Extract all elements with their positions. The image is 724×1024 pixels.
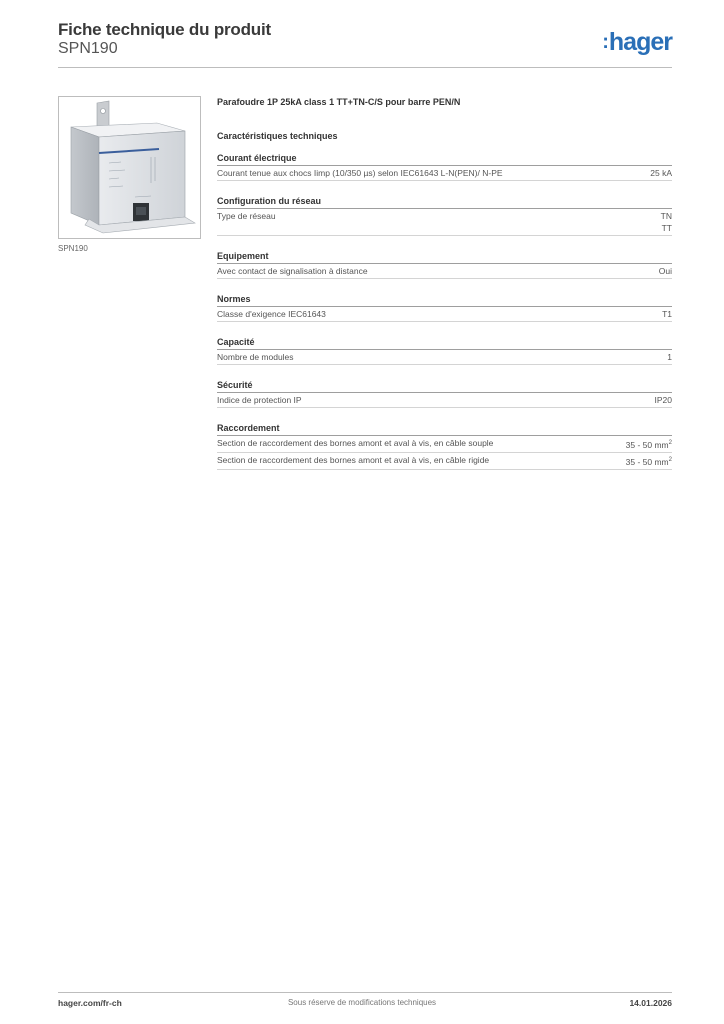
spec-row: [217, 264, 672, 279]
surge-arrester-illustration: [59, 97, 200, 238]
section-capacite: [217, 336, 672, 365]
product-description: Parafoudre 1P 25kA class 1 TT+TN-C/S pour barre PEN/N: [217, 97, 461, 107]
hager-logo: [602, 28, 672, 57]
footer-website: hager.com/fr-ch: [58, 998, 122, 1008]
document-header: [58, 20, 672, 68]
section-title: Configuration du réseau: [217, 195, 672, 209]
spec-row: [217, 166, 672, 181]
specifications-heading: Caractéristiques techniques: [217, 131, 338, 141]
spec-label: Indice de protection IP: [217, 395, 302, 405]
spec-value-exponent: 2: [668, 440, 672, 446]
section-title: Equipement: [217, 250, 672, 264]
section-courant-electrique: [217, 152, 672, 181]
spec-value-line: TN: [660, 211, 672, 221]
spec-label: Section de raccordement des bornes amont et aval à vis, en câble souple: [217, 438, 494, 448]
spec-value: T1: [662, 309, 672, 319]
spec-value: 25 kA: [650, 168, 672, 178]
section-title: Capacité: [217, 336, 672, 350]
product-image-caption: SPN190: [58, 244, 88, 253]
header-divider: [58, 67, 672, 68]
section-normes: [217, 293, 672, 322]
spec-row: [217, 453, 672, 470]
spec-label: Section de raccordement des bornes amont et aval à vis, en câble rigide: [217, 454, 490, 465]
section-raccordement: [217, 422, 672, 470]
spec-row: [217, 307, 672, 322]
spec-value-line: TT: [661, 223, 672, 233]
spec-row: [217, 436, 672, 453]
technical-specifications: [217, 96, 672, 470]
section-title: Raccordement: [217, 422, 672, 436]
section-title: Normes: [217, 293, 672, 307]
logo-colon-mark: :: [602, 31, 608, 53]
spec-value-text: 35 - 50 mm: [625, 439, 669, 450]
spec-value: [626, 437, 672, 451]
logo-wordmark: hager: [608, 28, 672, 56]
spec-row: [217, 350, 672, 365]
spec-label: Avec contact de signalisation à distance: [217, 266, 368, 276]
section-configuration-reseau: [217, 195, 672, 236]
spec-label: Nombre de modules: [217, 352, 294, 362]
spec-value-exponent: 2: [668, 456, 672, 463]
spec-value: IP20: [654, 395, 672, 405]
footer-disclaimer: Sous réserve de modifications techniques: [287, 998, 437, 1007]
document-title: Fiche technique du produit: [58, 20, 271, 39]
product-image: [58, 96, 201, 239]
spec-label: Classe d'exigence IEC61643: [217, 309, 326, 319]
section-securite: [217, 379, 672, 408]
spec-label: Type de réseau: [217, 211, 276, 221]
spec-value: Oui: [658, 266, 672, 276]
footer-divider: [58, 992, 672, 993]
spec-value-text: 35 - 50 mm: [625, 456, 669, 467]
product-reference: SPN190: [58, 40, 118, 57]
spec-value: [661, 210, 672, 234]
spec-label: Courant tenue aux chocs Iimp (10/350 µs) selon IEC61643 L-N(PEN)/ N-PE: [217, 168, 503, 178]
spec-value: [626, 454, 672, 468]
spec-row: [217, 209, 672, 236]
section-equipement: [217, 250, 672, 279]
spec-row: [217, 393, 672, 408]
footer-date: 14.01.2026: [629, 998, 672, 1008]
section-title: Courant électrique: [217, 152, 672, 166]
section-title: Sécurité: [217, 379, 672, 393]
spec-value: 1: [667, 352, 672, 362]
